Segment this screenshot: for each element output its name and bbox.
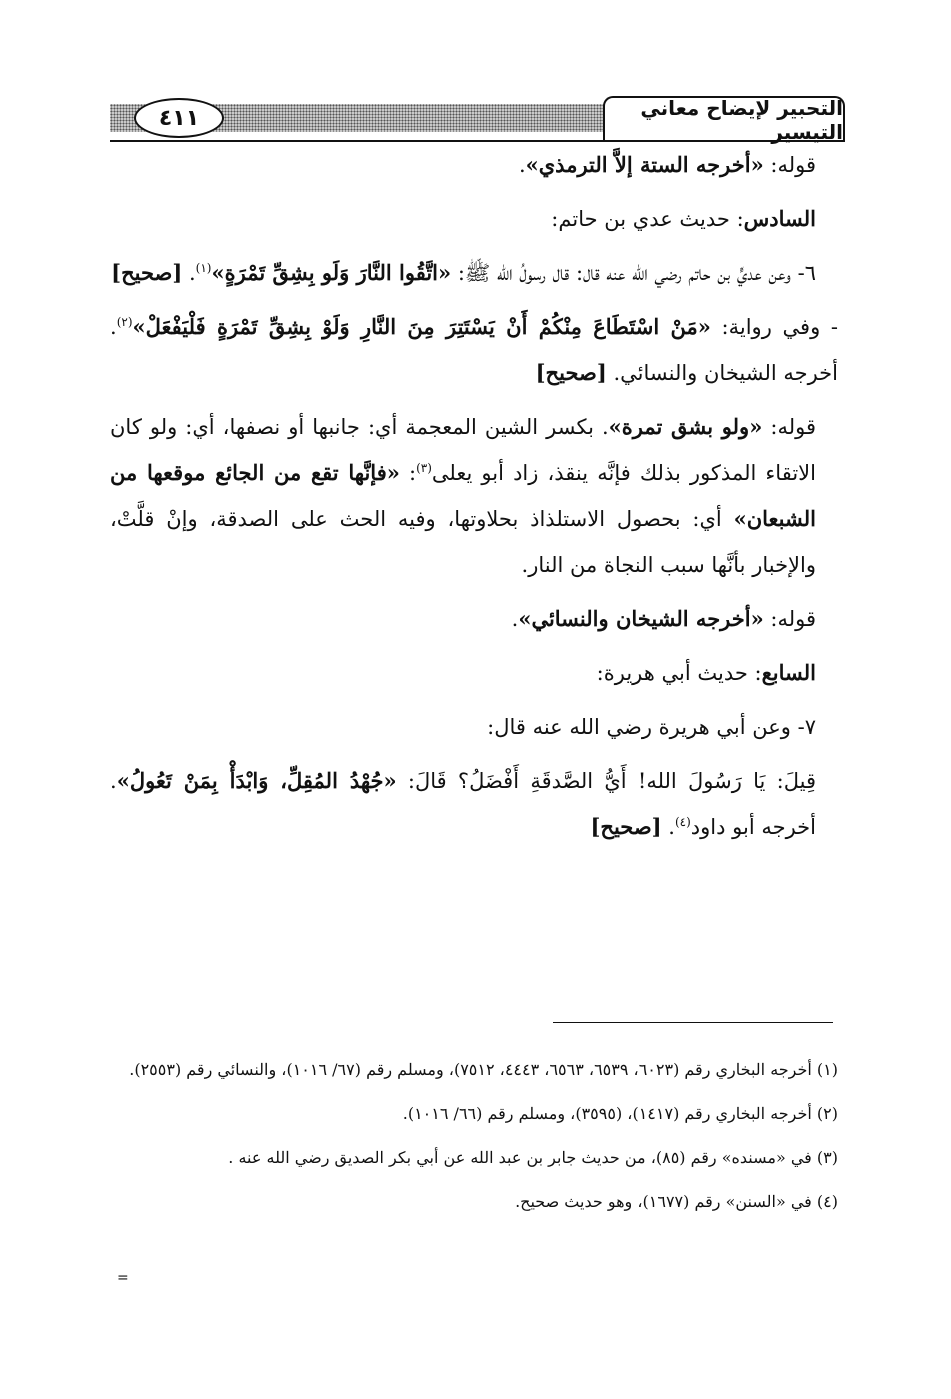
- grade-label: [صحيح]: [535, 360, 607, 385]
- paragraph-3: [110, 250, 838, 296]
- paragraph-9: [110, 758, 838, 850]
- paragraph-1: [110, 142, 838, 188]
- running-title: التحبير لإيضاح معاني التيسير: [640, 96, 843, 144]
- section-label: السادس: [743, 206, 816, 231]
- running-title-box: [603, 96, 845, 142]
- footnote-ref: (٢): [116, 315, 133, 329]
- page-number-badge: [134, 98, 224, 138]
- main-text: [110, 142, 838, 858]
- paragraph-2: [110, 196, 838, 242]
- footnote-ref: (٤): [674, 815, 691, 829]
- page-header: [110, 96, 845, 142]
- hadith-text: «جُهْدُ المُقِلِّ، وَابْدَأْ بِمَنْ تَعُولُ»: [116, 768, 397, 793]
- paragraph-8: [110, 704, 838, 750]
- paragraph-6: [110, 596, 838, 642]
- text-run: قِيلَ: يَا رَسُولَ الله! أَيُّ الصَّدقَةِ أَفْضَلُ؟ قَالَ:: [396, 769, 816, 793]
- quoted-phrase: «أخرجه الستة إلاَّ الترمذي»: [525, 152, 764, 177]
- text-run: .: [511, 607, 519, 631]
- text-run: .: [182, 261, 196, 285]
- hadith-text: «اتَّقُوا النَّارَ وَلَو بِشِقِّ تَمْرَةٍ»: [211, 260, 452, 285]
- quoted-phrase: «فإنَّها تقع من الجائع موقعها من الشبعان»: [110, 460, 816, 531]
- text-run: : حديث عدي بن حاتم:: [551, 207, 744, 231]
- quoted-phrase: «أخرجه الشيخان والنسائي»: [518, 606, 764, 631]
- text-run: أي: بحصول الاستلذاذ بحلاوتها، وفيه الحث على الصدقة، وإنْ قلَّتْ، والإخبار بأنَّها سبب النجاة من النار.: [110, 507, 816, 577]
- footnote-3: (٣) في «مسنده» رقم (٨٥)، من حديث جابر بن عبد الله عن أبي بكر الصديق رضي الله عنه .: [228, 1148, 838, 1167]
- text-run: ٦- وعن عديٍّ بن حاتم رضي الله عنه قال: قال رسولُ الله ﷺ:: [451, 261, 816, 285]
- paragraph-5: [110, 404, 838, 588]
- grade-label: [صحيح]: [590, 814, 662, 839]
- text-run: : حديث أبي هريرة:: [596, 661, 762, 685]
- paragraph-7: [110, 650, 838, 696]
- text-run: - وفي رواية:: [710, 315, 838, 339]
- text-run: . أخرجه الشيخان والنسائي.: [110, 315, 838, 385]
- footnote-2: (٢) أخرجه البخاري رقم (١٤١٧)، (٣٥٩٥)، ومسلم رقم (٦٦/ ١٠١٦).: [402, 1104, 838, 1123]
- text-run: :: [399, 461, 417, 485]
- text-run: .: [518, 153, 526, 177]
- footnotes: [110, 1052, 838, 1228]
- paragraph-4: [110, 304, 838, 396]
- text-run: قوله:: [763, 607, 816, 631]
- text-run: قوله:: [763, 153, 816, 177]
- footnote-ref: (١): [195, 261, 212, 275]
- footnote-4: (٤) في «السنن» رقم (١٦٧٧)، وهو حديث صحيح.: [515, 1192, 838, 1211]
- text-run: . أخرجه أبو داود: [110, 769, 816, 839]
- text-run: . بكسر الشين المعجمة أي: جانبها أو نصفها، أي: ولو كان الاتقاء المذكور بذلك فإنَّه ينقذ، زاد أبو يعلى: [110, 415, 816, 485]
- text-run: .: [661, 815, 675, 839]
- footnote-1: (١) أخرجه البخاري رقم (٦٠٢٣، ٦٥٣٩، ٦٥٦٣، ٤٤٤٣، ٧٥١٢)، ومسلم رقم (٦٧/ ١٠١٦)، والنسائي رقم (٢٥٥٣).: [129, 1060, 838, 1079]
- stray-mark: =: [117, 1270, 129, 1286]
- text-run: قوله:: [762, 415, 816, 439]
- footnote-separator: [553, 1022, 833, 1023]
- footnote-ref: (٣): [416, 461, 432, 475]
- quoted-phrase: «ولو بشق تمرة»: [608, 414, 763, 439]
- hadith-text: «مَنْ اسْتَطَاعَ مِنْكُمْ أَنْ يَسْتَتِرَ مِنَ النَّارِ وَلَوْ بِشِقِّ تَمْرَةٍ فَلْيَفْعَلْ»: [132, 314, 711, 339]
- page-number: ٤١١: [158, 105, 200, 131]
- text-run: ٧- وعن أبي هريرة رضي الله عنه قال:: [487, 715, 816, 739]
- section-label: السابع: [761, 660, 816, 685]
- grade-label: [صحيح]: [111, 260, 183, 285]
